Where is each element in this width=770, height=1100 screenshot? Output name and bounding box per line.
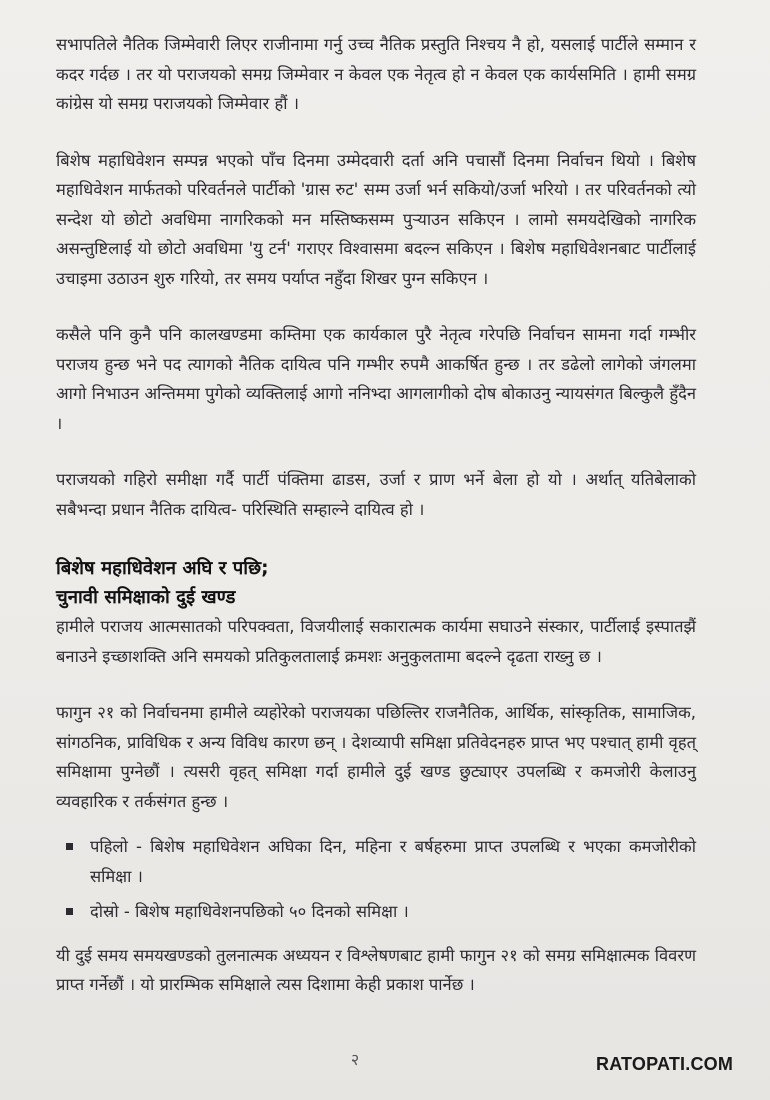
- document-body: [56, 30, 696, 1027]
- bullet-text: दोस्रो - बिशेष महाधिवेशनपछिको ५० दिनको समिक्षा ।: [90, 902, 409, 921]
- paragraph-4: पराजयको गहिरो समीक्षा गर्दै पार्टी पंक्तिमा ढाडस, उर्जा र प्राण भर्ने बेला हो यो । अर्थात् यतिबेलाको सबैभन्दा प्रधान नैतिक दायित्व- परिस्थिति सम्हाल्ने दायित्व हो ।: [56, 470, 696, 519]
- paragraph-3: कसैले पनि कुनै पनि कालखण्डमा कम्तिमा एक कार्यकाल पुरै नेतृत्व गरेपछि निर्वाचन सामना गर्दा गम्भीर पराजय हुन्छ भने पद त्यागको नैतिक दायित्व पनि गम्भीर रुपमै आकर्षित हुन्छ । तर डढेलो लागेको जंगलमा आगो निभाउन अन्तिममा पुगेको व्यक्तिलाई आगो ननिभ्दा आगलागीको दोष बोकाउनु न्यायसंगत बिल्कुलै हुँदैन ।: [56, 325, 696, 433]
- watermark: RATOPATI.COM: [596, 1054, 734, 1074]
- paragraph-5: हामीले पराजय आत्मसातको परिपक्वता, विजयीलाई सकारात्मक कार्यमा सघाउने संस्कार, पार्टीलाई इस्पातझैं बनाउने इच्छाशक्ति अनि समयको प्रतिकुलतालाई क्रमशः अनुकुलतामा बदल्ने दृढता राख्नु छ ।: [56, 617, 696, 666]
- section-heading-line-1: बिशेष महाधिवेशन अघि र पछि;: [56, 558, 269, 579]
- paragraph-2: बिशेष महाधिवेशन सम्पन्न भएको पाँच दिनमा उम्मेदवारी दर्ता अनि पचासौं दिनमा निर्वाचन थियो । बिशेष महाधिवेशन मार्फतको परिवर्तनले पार्टीको 'ग्रास रुट' सम्म उर्जा भर्न सकियो/उर्जा भरियो । तर परिवर्तनको त्यो सन्देश यो छोटो अवधिमा नागरिकको मन मस्तिष्कसम्म पुऱ्याउन सकिएन । लामो समयदेखिको नागरिक असन्तुष्टिलाई यो छोटो अवधिमा 'यु टर्न' गराएर विश्वासमा बदल्न सकिएन । बिशेष महाधिवेशनबाट पार्टीलाई उचाइमा उठाउन शुरु गरियो, तर समय पर्याप्त नहुँदा शिखर पुग्न सकिएन ।: [56, 150, 696, 288]
- bullet-square-icon: [66, 843, 73, 850]
- list-item: [66, 897, 696, 927]
- list-item: [66, 832, 696, 891]
- paragraph-7: यी दुई समय समयखण्डको तुलनात्मक अध्ययन र विश्लेषणबाट हामी फागुन २१ को समग्र समिक्षात्मक विवरण प्राप्त गर्नेछौं । यो प्रारम्भिक समिक्षाले त्यस दिशामा केही प्रकाश पार्नेछ ।: [56, 945, 696, 994]
- section-heading-line-2: चुनावी समिक्षाको दुई खण्ड: [56, 587, 236, 608]
- bullet-list: [56, 832, 696, 927]
- paragraph-6: फागुन २१ को निर्वाचनमा हामीले व्यहोरेको पराजयका पछिल्तिर राजनैतिक, आर्थिक, सांस्कृतिक, सामाजिक, सांगठनिक, प्राविधिक र अन्य विविध कारण छन् । देशव्यापी समिक्षा प्रतिवेदनहरु प्राप्त भए पश्चात् हामी वृहत् समिक्षामा पुग्नेछौं । त्यसरी वृहत् समिक्षा गर्दा हामीले दुई खण्ड छुट्याएर उपलब्धि र कमजोरी केलाउनु व्यवहारिक र तर्कसंगत हुन्छ ।: [56, 703, 696, 811]
- paragraph-1: सभापतिले नैतिक जिम्मेवारी लिएर राजीनामा गर्नु उच्च नैतिक प्रस्तुति निश्चय नै हो, यसलाई पार्टीले सम्मान र कदर गर्दछ । तर यो पराजयको समग्र जिम्मेवार न केवल एक नेतृत्व हो न केवल एक कार्यसमिति । हामी समग्र कांग्रेस यो समग्र पराजयको जिम्मेवार हौं ।: [56, 35, 696, 113]
- bullet-text: पहिलो - बिशेष महाधिवेशन अघिका दिन, महिना र बर्षहरुमा प्राप्त उपलब्धि र भएका कमजोरीको समिक्षा ।: [90, 837, 696, 886]
- bullet-square-icon: [66, 908, 73, 915]
- page-number: २: [350, 1050, 360, 1069]
